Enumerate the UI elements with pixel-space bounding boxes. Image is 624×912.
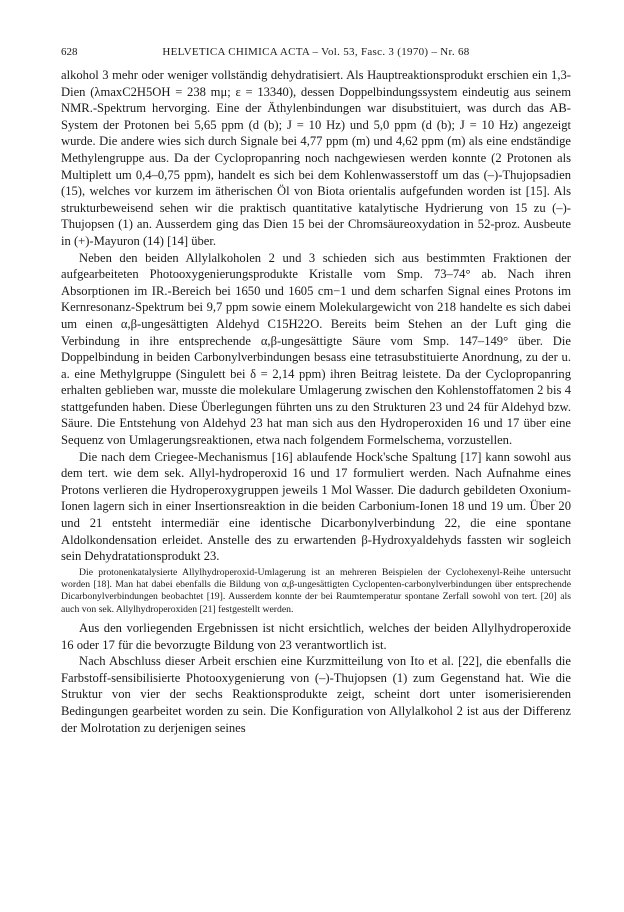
page-number: 628 [61,46,78,58]
page-header [61,46,571,62]
paragraph-allylalcohols: Neben den beiden Allylalkoholen 2 und 3 schieden sich aus bestimmten Fraktionen der aufgearbeiteten Photooxygenierungsprodukte Kristalle vom Smp. 73–74° ab. Nach ihren Absorptionen im IR.-Bereich bei 1650 und 1605 cm−1 und dem scharfen Signal eines Protons im Kernresonanz-Spektrum bei 9,7 ppm sowie einem Molekulargewicht von 218 handelte es sich dabei um einen α,β-ungesättigten Aldehyd C15H22O. Bereits beim Stehen an der Luft ging die Verbindung in ihre entsprechende α,β-ungesättigte Säure vom Smp. 147–149° über. Die Doppelbindung in beiden Carbonylverbindungen besass eine tetrasubstituierte Anordnung, zu der u. a. eine Methylgruppe (Singulett bei δ = 2,14 ppm) ihren Beitrag leistete. Da der Cyclopropanring erhalten geblieben war, musste die molekulare Umlagerung zwischen den Kohlenstoffatomen 2 bis 4 stattgefunden haben. Diese Überlegungen führten uns zu den Strukturen 23 und 24 für Aldehyd bzw. Säure. Die Entstehung von Aldehyd 23 hat man sich aus den Hydroperoxiden 16 und 17 über eine Sequenz von Umlagerungsreaktionen, etwa nach folgendem Formelschema, vorzustellen. [61,250,571,448]
paragraph-results: Aus den vorliegenden Ergebnissen ist nicht ersichtlich, welches der beiden Allylhydroperoxide 16 oder 17 für die bevorzugte Bildung von 23 verantwortlich ist. [61,621,571,652]
paragraph-hock-cleavage: Die nach dem Criegee-Mechanismus [16] ablaufende Hock'sche Spaltung [17] kann sowohl aus dem tert. wie dem sek. Allyl-hydroperoxid 16 und 17 formuliert werden. Nach Aufnahme eines Protons verlieren die Hydroperoxygruppen jeweils 1 Mol Wasser. Die dadurch gebildeten Oxonium-Ionen lagern sich in einer Insertionsreaktion in die beiden Carbonium-Ionen 18 und 19 um. Über 20 und 21 entsteht intermediär eine identische Dicarbonylverbindung 22, die eine spontane Aldolkondensation erleidet. Anstelle des zu erwartenden β-Hydroxyaldehyds fassten wir sogleich sein Dehydratationsprodukt 23. [61,449,571,564]
paragraph-continued: alkohol 3 mehr oder weniger vollständig dehydratisiert. Als Hauptreaktionsprodukt erschien ein 1,3-Dien (λmaxC2H5OH = 238 mμ; ε = 13340), dessen Doppelbindungssystem eindeutig aus seinem NMR.-Spektrum hervorging. Eine der Äthylenbindungen war disubstituiert, was durch das AB-System der Protonen bei 5,65 ppm (d (b); J = 10 Hz) und 5,0 ppm (d (b); J = 10 Hz) angezeigt wurde. Die andere wies sich durch Signale bei 4,77 ppm (m) und 4,62 ppm (m) als eine endständige Methylengruppe aus. Da der Cyclopropanring noch nachgewiesen werden konnte (2 Protonen als Multiplett um 0,4–0,75 ppm), handelt es sich bei dem Kohlenwasserstoff um das (–)-Thujopsadien (15), welches vor kurzem im ätherischen Öl von Biota orientalis aufgefunden worden ist [15]. Als strukturbeweisend sehen wir die praktisch quantitative katalytische Hydrierung von 15 zu (–)-Thujopsen (1) an. Ausserdem ging das Dien 15 bei der Chromsäureoxydation in 52-proz. Ausbeute in (+)-Mayuron (14) [14] über. [61,68,571,248]
paragraph-ito: Nach Abschluss dieser Arbeit erschien eine Kurzmitteilung von Ito et al. [22], die ebenfalls die Farbstoff-sensibilisierte Photooxygenierung von (–)-Thujopsen (1) zum Gegenstand hat. Wie die Struktur von vier der sechs Reaktionsprodukte zeigt, scheint dort unter isomerisierenden Bedingungen gearbeitet worden zu sein. Die Konfiguration von Allylalkohol 2 ist aus der Differenz der Molrotation zu derjenigen seines [61,654,571,735]
article-body [61,67,571,736]
small-print-note: Die protonenkatalysierte Allylhydroperoxid-Umlagerung ist an mehreren Beispielen der Cyclohexenyl-Reihe untersucht worden [18]. Man hat dabei ebenfalls die Bildung von α,β-ungesättigten Cyclopenten-carbonylverbindungen über entsprechende Dicarbonylverbindungen beobachtet [19]. Ausserdem konnte der bei Raumtemperatur spontane Zerfall sowohl von tert. [20] als auch von sek. Allylhydroperoxiden [21] festgestellt werden. [61,566,571,615]
running-title: HELVETICA CHIMICA ACTA – Vol. 53, Fasc. 3 (1970) – Nr. 68 [162,46,470,58]
